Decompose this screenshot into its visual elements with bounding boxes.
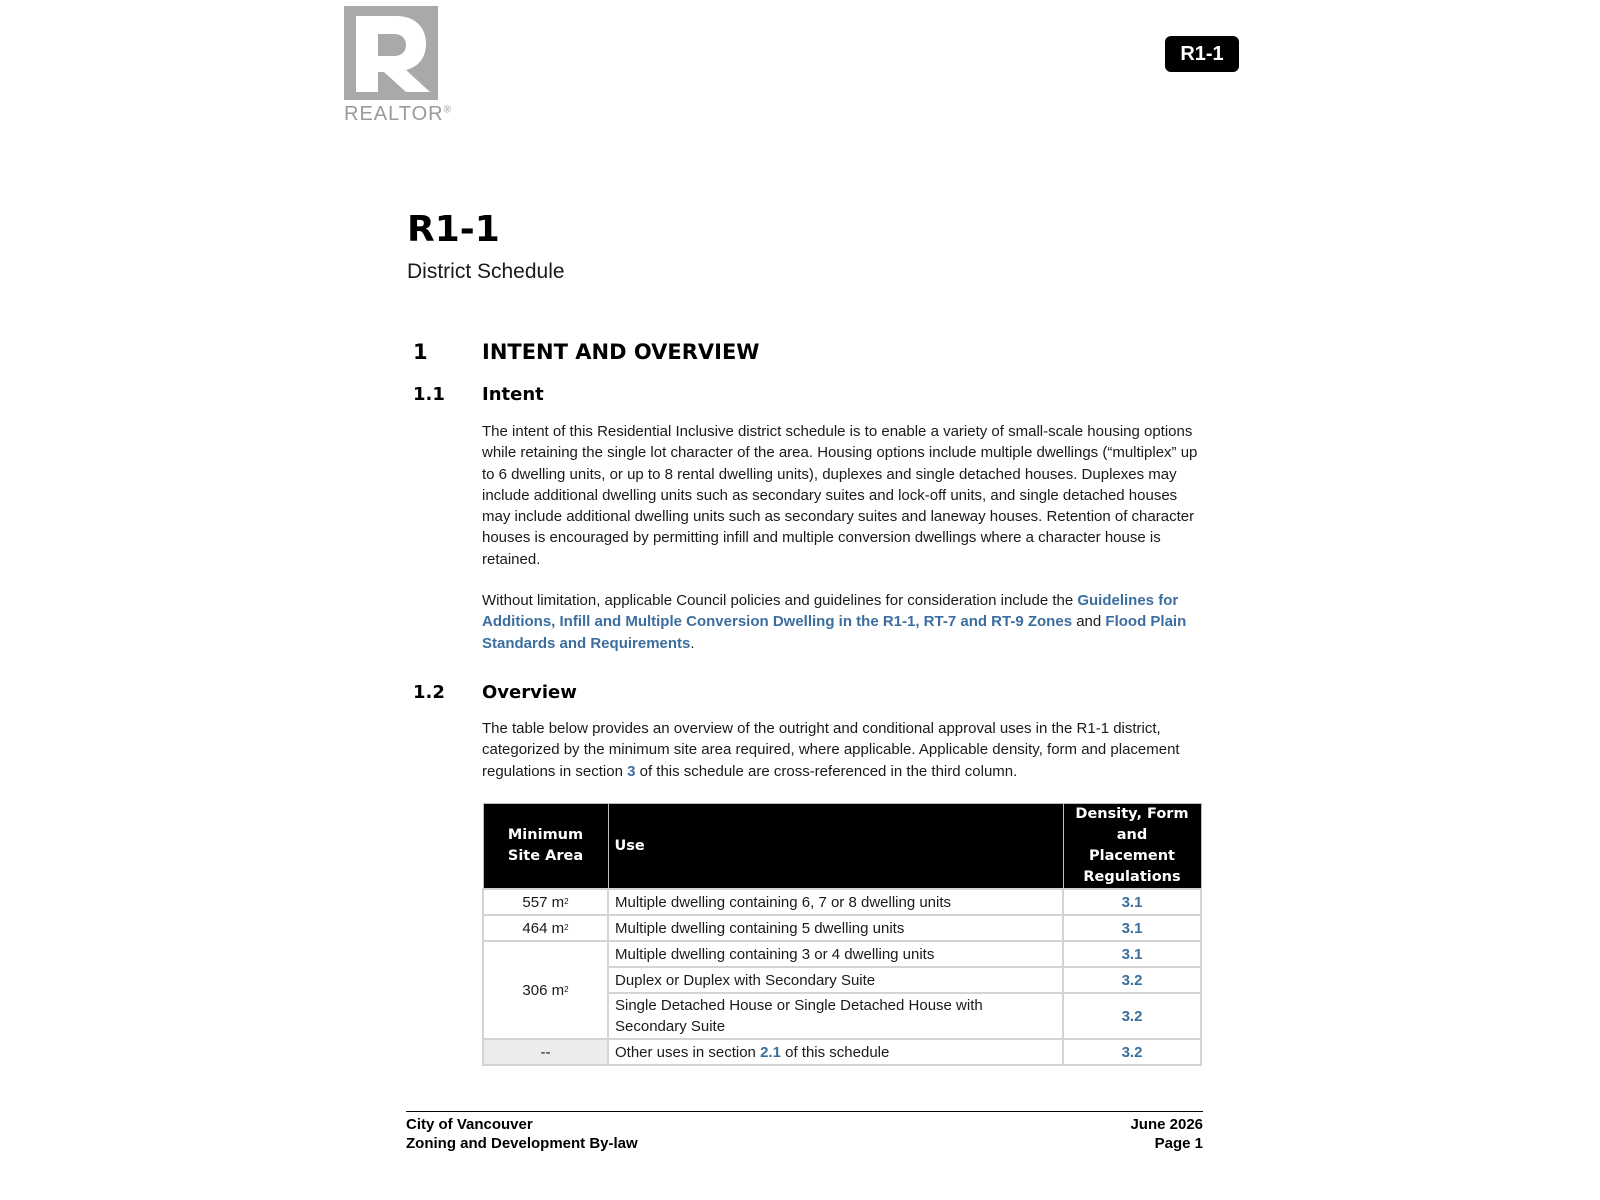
overview-table [482, 803, 1202, 1066]
footer-date: June 2026 [1130, 1116, 1203, 1133]
policies-paragraph [482, 590, 1207, 654]
regulation-link[interactable]: 3.2 [1121, 1007, 1143, 1025]
flood-plain-link[interactable]: Flood Plain Standards and Requirements [482, 613, 1187, 652]
page-subtitle: District Schedule [407, 260, 565, 283]
section-1-2-heading: Overview [482, 682, 577, 703]
regulation-cell [1063, 967, 1201, 993]
site-area-unit: m [551, 981, 565, 999]
intent-paragraph: The intent of this Residential Inclusive district schedule is to enable a variety of small-scale housing options while retaining the single lot character of the area. Housing options include multiple dwellings (“multiplex” up to 6 dwelling units, or up to 8 rental dwelling units), duplexes and single detached houses. Duplexes may include additional dwelling units such as secondary suites and lock-off units, and single detached houses may include additional dwelling units such as secondary suites and laneway houses. Retention of character houses is encouraged by permitting infill and multiple conversion dwellings where a character house is retained. [482, 423, 1198, 568]
site-area-unit: m [551, 893, 565, 911]
site-area-unit: m [551, 919, 565, 937]
section-1-1-number: 1.1 [413, 384, 445, 405]
overview-end-text: of this schedule are cross-referenced in the third column. [635, 762, 1018, 780]
site-area-value: 306 [522, 981, 548, 999]
regulation-cell [1063, 993, 1201, 1039]
section-1-1-heading: Intent [482, 384, 544, 405]
guidelines-link[interactable]: Guidelines for Additions, Infill and Multiple Conversion Dwelling in the R1-1, RT-7 and RT-9 Zones [482, 592, 1179, 631]
site-area-value: 557 [522, 893, 548, 911]
table-row [483, 889, 1201, 915]
header-min-site-area: Minimum Site Area [483, 804, 608, 890]
regulation-cell [1063, 941, 1201, 967]
district-tag: R1-1 [1165, 36, 1239, 72]
realtor-wordmark: REALTOR® [344, 103, 452, 125]
section-1-heading: INTENT AND OVERVIEW [482, 340, 760, 364]
use-cell: Multiple dwelling containing 3 or 4 dwelling units [608, 941, 1063, 967]
footer-org: City of Vancouver [406, 1116, 533, 1133]
site-area-cell [483, 941, 608, 1039]
overview-paragraph [482, 718, 1207, 782]
site-area-cell: -- [483, 1039, 608, 1065]
table-header-row [483, 804, 1201, 890]
policies-end-text: . [690, 634, 695, 652]
footer-doc: Zoning and Development By-law [406, 1135, 638, 1152]
use-text-end: of this schedule [780, 1043, 890, 1061]
table-row [483, 915, 1201, 941]
realtor-r-mark-icon [344, 6, 438, 100]
site-area-unit-sup: 2 [564, 896, 569, 906]
regulation-link[interactable]: 3.1 [1121, 893, 1143, 911]
site-area-unit-sup: 2 [564, 922, 569, 932]
use-cell: Duplex or Duplex with Secondary Suite [608, 967, 1063, 993]
section-1-number: 1 [413, 340, 428, 364]
section-1-2-number: 1.2 [413, 682, 445, 703]
regulation-cell [1063, 915, 1201, 941]
use-cell: Multiple dwelling containing 5 dwelling units [608, 915, 1063, 941]
footer-left [406, 1115, 638, 1153]
header-use: Use [608, 804, 1063, 890]
site-area-cell [483, 915, 608, 941]
site-area-unit-sup: 2 [564, 984, 569, 994]
realtor-logo [344, 6, 454, 126]
footer-rule [406, 1111, 1203, 1112]
use-text: Other uses in section [615, 1043, 761, 1061]
site-area-value: 464 [522, 919, 548, 937]
regulation-cell [1063, 889, 1201, 915]
site-area-cell [483, 889, 608, 915]
policies-text: Without limitation, applicable Council policies and guidelines for consideration include the [482, 592, 1078, 609]
header-regulations: Density, Form and Placement Regulations [1063, 804, 1201, 890]
regulation-link[interactable]: 3.1 [1121, 919, 1143, 937]
use-cell: Multiple dwelling containing 6, 7 or 8 dwelling units [608, 889, 1063, 915]
page-title: R1-1 [407, 209, 500, 250]
regulation-link[interactable]: 3.1 [1121, 945, 1143, 963]
footer-page: Page 1 [1154, 1135, 1203, 1152]
use-cell [608, 1039, 1063, 1065]
use-cell: Single Detached House or Single Detached House with Secondary Suite [608, 993, 1063, 1039]
table-row [483, 941, 1201, 967]
footer-right [1103, 1115, 1203, 1153]
table-row [483, 1039, 1201, 1065]
section-3-link[interactable]: 3 [627, 762, 636, 780]
policies-and-text: and [1072, 613, 1106, 631]
regulation-cell [1063, 1039, 1201, 1065]
regulation-link[interactable]: 3.2 [1121, 1043, 1143, 1061]
overview-text: The table below provides an overview of the outright and conditional approval uses in the R1-1 district, categorized by the minimum site area required, where applicable. Applicable density, form and placement regulations in section [482, 720, 1180, 780]
regulation-link[interactable]: 3.2 [1121, 971, 1143, 989]
section-2-1-link[interactable]: 2.1 [760, 1043, 781, 1061]
